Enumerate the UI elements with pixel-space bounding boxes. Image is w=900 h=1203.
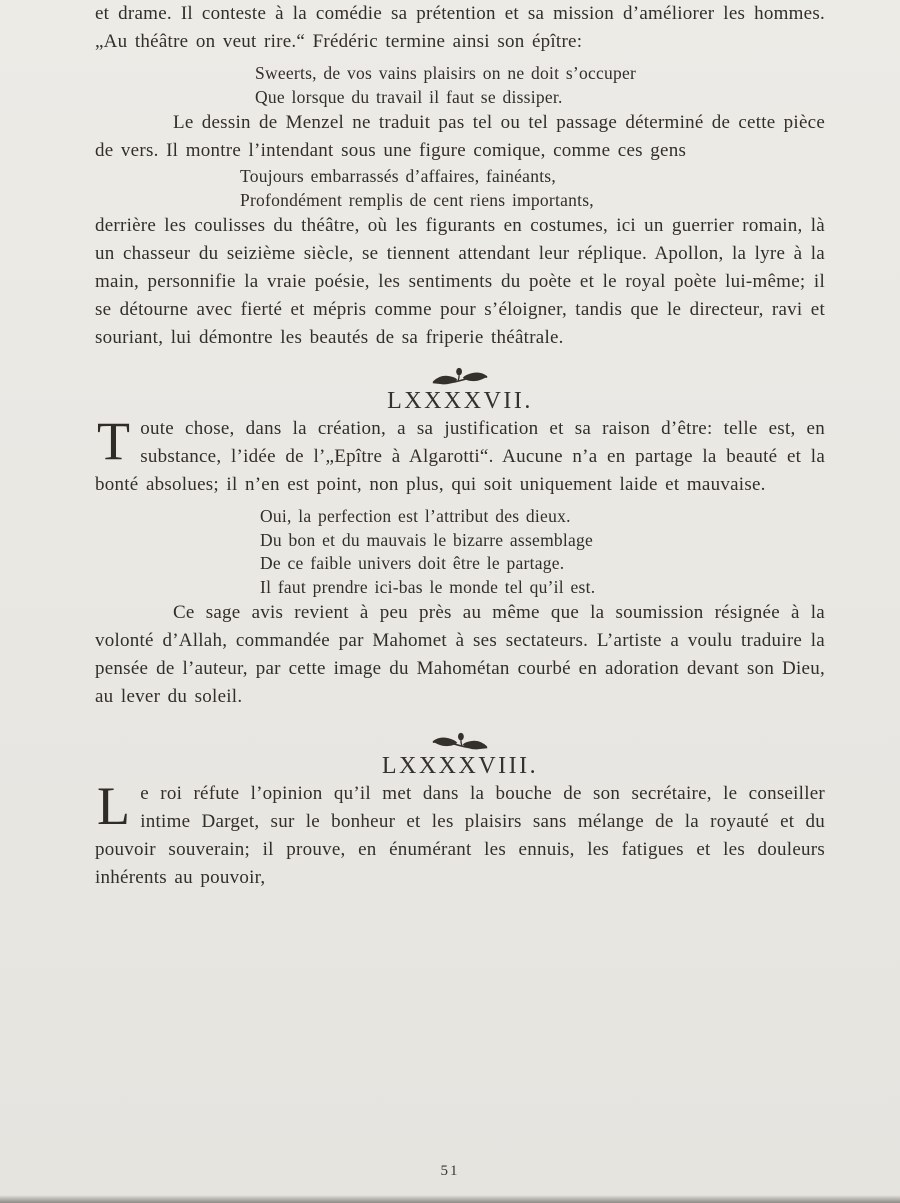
paragraph-sage-avis: Ce sage avis revient à peu près au même que la soumission résignée à la volonté d’Allah, commandée par Mahomet à ses sectateurs. L’artiste a voulu traduire la pensée de l’auteur, par cette image du Mahométan courbé en adoration devant son Dieu, au lever du soleil. [95, 602, 825, 707]
scan-edge-shadow [0, 1195, 900, 1203]
paragraph-coulisses: derrière les coulisses du théâtre, où les figurants en costumes, ici un guerrier romain, là un chasseur du seizième siècle, se tiennent attendant leur réplique. Apollon, la lyre à la main, personnifie la vraie poésie, les sentiments du poète et le royal poète lui-même; il se détourne avec fierté et mépris comme pour s’éloigner, tandis que le directeur, ravi et souriant, lui démontre les beautés de sa friperie théâtrale. [95, 215, 825, 348]
verse-line: Oui, la perfection est l’attribut des dieux. [260, 506, 571, 526]
section-heading-lxxxxvii: LXXXXVII. [387, 388, 533, 414]
page-number: 51 [440, 1163, 460, 1179]
verse-line: Toujours embarrassés d’affaires, fainéants, [240, 166, 556, 186]
paragraph-text: oute chose, dans la création, a sa justification et sa raison d’être: telle est, en substance, l’idée de l’„Epître à Algarotti“. Aucune n’a en partage la beauté et la bonté absolues; il n’en est point, non plus, qui soit uniquement laide et mauvaise. [95, 418, 825, 495]
paragraph-toute-chose [95, 411, 825, 499]
dropcap-initial-l: L [97, 776, 131, 836]
text-column [95, 0, 825, 892]
leaf-sprig-icon [431, 731, 489, 753]
verse-line: De ce faible univers doit être le partage. [260, 553, 565, 573]
verse-quote-perfection [260, 505, 825, 599]
verse-line: Sweerts, de vos vains plaisirs on ne doit s’occuper [255, 63, 637, 83]
verse-quote-toujours [240, 165, 825, 212]
leaf-sprig-icon [431, 366, 489, 388]
fleuron-ornament [95, 731, 825, 753]
verse-line: Que lorsque du travail il faut se dissiper. [255, 86, 563, 107]
paragraph-menzel: Le dessin de Menzel ne traduit pas tel ou tel passage déterminé de cette pièce de vers. Il montre l’intendant sous une figure comique, comme ces gens [95, 112, 825, 161]
verse-line: Du bon et du mauvais le bizarre assemblage [260, 529, 594, 550]
paragraph-text: e roi réfute l’opinion qu’il met dans la bouche de son secrétaire, le conseiller intime Darget, sur le bonheur et les plaisirs sans mélange de la royauté et du pouvoir souverain; il prouve, en énumérant les ennuis, les fatigues et les douleurs inhérents au pouvoir, [95, 783, 825, 888]
section-heading-lxxxxviii: LXXXXVIII. [381, 753, 539, 779]
fleuron-ornament [95, 366, 825, 388]
dropcap-initial-t: T [97, 411, 131, 471]
paragraph-continuation: et drame. Il conteste à la comédie sa prétention et sa mission d’améliorer les hommes. „Au théâtre on veut rire.“ Frédéric termine ainsi son épître: [95, 3, 825, 52]
paragraph-le-roi [95, 776, 825, 892]
verse-quote-sweerts [255, 62, 825, 109]
verse-line: Profondément remplis de cent riens importants, [240, 189, 594, 210]
verse-line: Il faut prendre ici-bas le monde tel qu’il est. [260, 576, 596, 597]
